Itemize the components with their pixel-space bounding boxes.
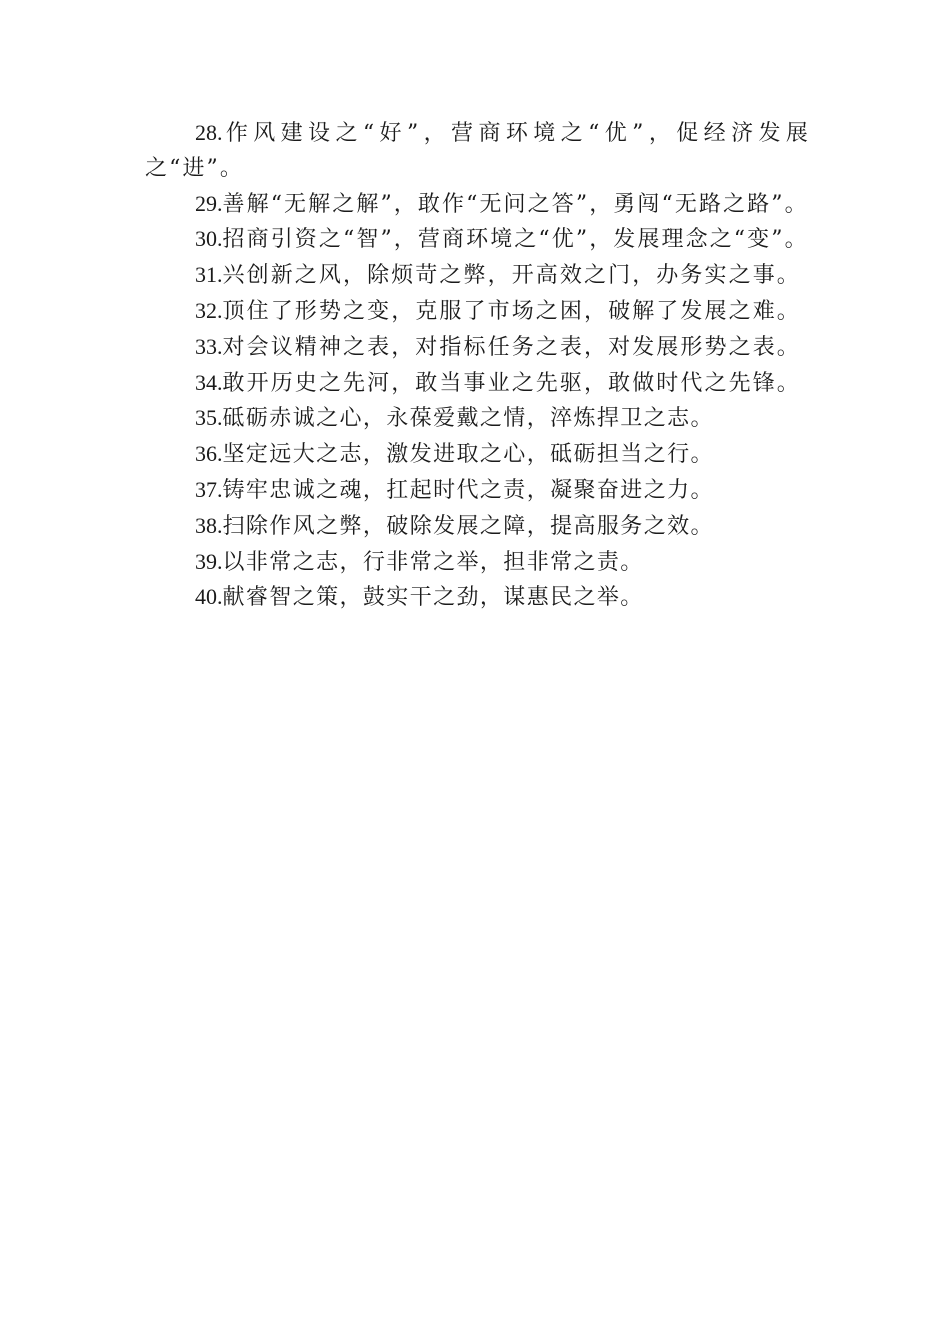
document-body (145, 116, 810, 616)
list-item-31 (145, 258, 810, 294)
list-item-38 (145, 509, 810, 545)
list-item-36 (145, 437, 810, 473)
list-item-40 (145, 580, 810, 616)
item-text: 献睿智之策，鼓实干之劲，谋惠民之举。 (222, 585, 644, 611)
item-number: 38. (195, 512, 223, 538)
list-item-28 (145, 116, 810, 187)
item-number: 34. (195, 369, 223, 395)
list-item-34 (145, 366, 810, 402)
list-item-33 (145, 330, 810, 366)
list-item-35 (145, 401, 810, 437)
item-text: 招商引资之“智”，营商环境之“优”，发展理念之“变”。 (222, 227, 809, 253)
item-text: 扫除作风之弊，破除发展之障，提高服务之效。 (222, 513, 714, 539)
item-text: 顶住了形势之变，克服了市场之困，破解了发展之难。 (222, 298, 801, 324)
item-number: 32. (195, 297, 223, 323)
list-item-32 (145, 294, 810, 330)
item-text: 砥砺赤诚之心，永葆爱戴之情，淬炼捍卫之志。 (222, 406, 714, 432)
list-item-39 (145, 545, 810, 581)
list-item-37 (145, 473, 810, 509)
list-item-29 (145, 187, 810, 223)
item-number: 40. (195, 584, 223, 610)
item-number: 36. (195, 441, 223, 467)
item-number: 39. (195, 548, 223, 574)
item-number: 37. (195, 476, 223, 502)
item-text: 敢开历史之先河，敢当事业之先驱，敢做时代之先锋。 (222, 370, 801, 396)
item-number: 35. (195, 405, 223, 431)
item-text: 善解“无解之解”，敢作“无问之答”，勇闯“无路之路”。 (222, 191, 809, 217)
item-text: 兴创新之风，除烦苛之弊，开高效之门，办务实之事。 (222, 263, 801, 289)
item-number: 28. (195, 120, 223, 145)
item-text: 铸牢忠诚之魂，扛起时代之责，凝聚奋进之力。 (222, 477, 714, 503)
item-number: 30. (195, 226, 223, 252)
item-number: 33. (195, 333, 223, 359)
list-item-30 (145, 222, 810, 258)
item-number: 29. (195, 190, 223, 216)
item-text: 作风建设之“好”，营商环境之“优”，促经济发展之“进”。 (145, 121, 810, 181)
item-text: 坚定远大之志，激发进取之心，砥砺担当之行。 (222, 442, 714, 468)
item-text: 对会议精神之表，对指标任务之表，对发展形势之表。 (222, 334, 801, 360)
item-number: 31. (195, 262, 223, 288)
item-text: 以非常之志，行非常之举，担非常之责。 (222, 549, 644, 575)
